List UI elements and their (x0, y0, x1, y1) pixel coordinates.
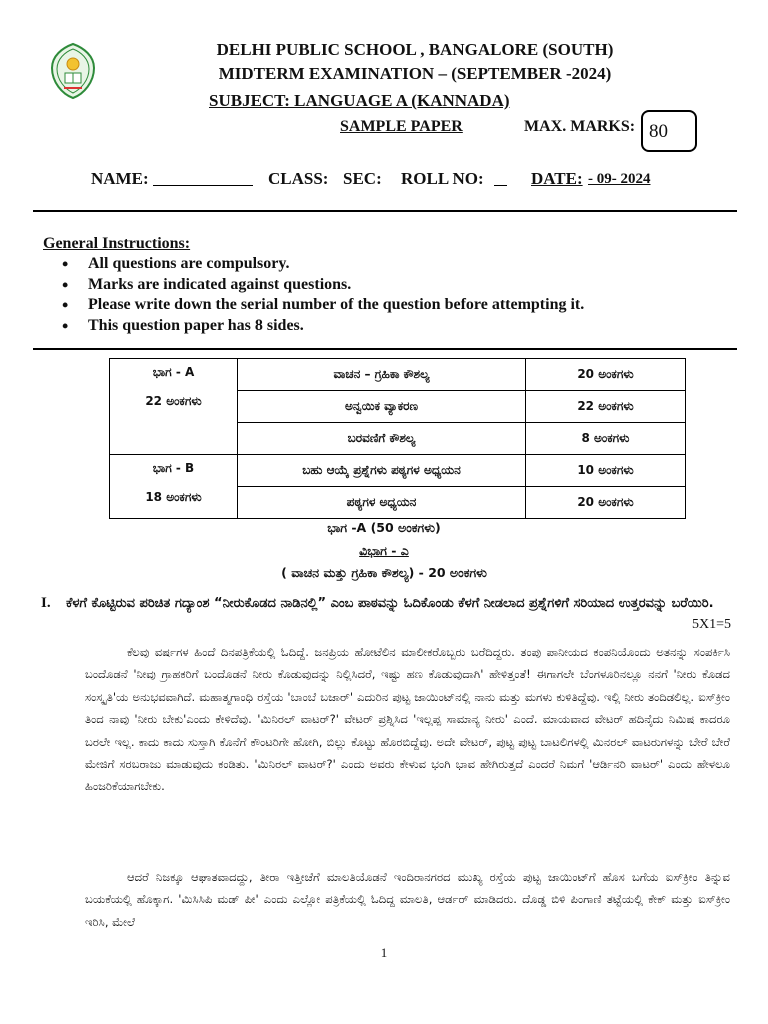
page-number: 1 (380, 945, 388, 960)
class-label: CLASS: (268, 169, 329, 188)
question-text: ಕೆಳಗೆ ಕೊಟ್ಟಿರುವ ಪರಿಚಿತ ಗದ್ಯಾಂಶ “ನೀರುಕೊಡದ ನಾಡಿನಲ್ಲಿ” ಎಂಬ ಪಾಠವನ್ನು ಓದಿಕೊಂಡು ಕೆಳಗೆ ನೀಡಲಾದ ಪ್ರಶ್ನೆಗಳಿಗೆ ಸರಿಯಾದ ಉತ್ತರವನ್ನು ಬರೆಯಿರಿ. (66, 596, 714, 611)
division-heading (0, 543, 768, 559)
part-b-label: ಭಾಗ - B (152, 461, 195, 475)
part-a-marks: 22 ಅಂಕಗಳು (145, 394, 202, 408)
topic-cell: ಅನ್ವಯಿಕ ವ್ಯಾಕರಣ (238, 391, 526, 423)
instruction-item: • Please write down the serial number of the question before attempting it. (62, 295, 584, 316)
passage-paragraph: ಕೆಲವು ವರ್ಷಗಳ ಹಿಂದೆ ದಿನಪತ್ರಿಕೆಯಲ್ಲಿ ಓದಿದ್ದೆ. ಜನಪ್ರಿಯ ಹೋಟೆಲಿನ ಮಾಲೀಕರೊಬ್ಬರು ಬರೆದಿದ್ದರು. ತಂಪು ಪಾನೀಯದ ಕಂಪನಿಯೊಂದು ಅತನನ್ನು ಸಂಪರ್ಕಿಸಿ ಬಂದೊಡನೆ 'ನೀವು ಗ್ರಾಹಕರಿಗೆ ಬಂದೊಡನೆ ನೀರು ಕೊಡುವುದನ್ನು ನಿಲ್ಲಿಸಿದರೆ, ಇಷ್ಟು ಹಣ ಕೊಡುವುದಾಗಿ' ಹೇಳಿತ್ತಂತೆ! ಈಗಾಗಲೇ ಬೆಂಗಳೂರಿನಲ್ಲೂ ನನಗೆ 'ನೀರು ಕೊಡದ ಸಂಸ್ಕೃತಿ'ಯ ಅನುಭವವಾಗಿದೆ. ಮಹಾತ್ಮಗಾಂಧಿ ರಸ್ತೆಯ 'ಬಾಂಬೆ ಬಜಾರ್' ಎದುರಿನ ಪುಟ್ಟ ಜಾಯಿಂಟ್‌ನಲ್ಲಿ ನಾನು ಮತ್ತು ಮಗಳು ಕುಳಿತಿದ್ದೆವು. ಇಲ್ಲಿ ನೀರು ತಂದಿಡಲಿಲ್ಲ. ಐಸ್‌ಕ್ರೀಂ ತಿಂದ ನಾವು 'ನೀರು ಬೇಕು'ಎಂದು ಕೇಳಿದೆವು. 'ಮಿನಿರಲ್ ವಾಟರ್?' ವೇಟರ್ ಪ್ರಶ್ನಿಸಿದ 'ಇಲ್ಲಪ್ಪ ಸಾಮಾನ್ಯ ನೀರು' ಎಂದೆ. ಮಾಯವಾದ ವೇಟರ್ ಹದಿನೈದು ನಿಮಿಷ ಕಾದರೂ ಬರಲೇ ಇಲ್ಲ. ಕಾದು ಕಾದು ಸುಸ್ತಾಗಿ ಕೊನೆಗೆ ಕೌಂಟರಿಗೇ ಹೋಗಿ, ಬಿಲ್ಲು ಕೊಟ್ಟು ಹೊರಬಿದ್ದೆವು. ಅದೇ ವೇಟರ್, ಪುಟ್ಟ ಪುಟ್ಟ ಬಾಟಲಿಗಳಲ್ಲಿ ಮಿನರಲ್ ವಾಟರುಗಳನ್ನು ಬೇರೆ ಬೇರೆ ಮೇಜಿಗೆ ಸರಬರಾಜು ಮಾಡುವುದು ಕಂಡಿತು. 'ಮಿನಿರಲ್ ವಾಟರ್?' ಎಂದು ಅವರು ಕೇಳುವ ಭಂಗಿ ಭಾವ ಹೇಗಿರುತ್ತದೆ ಎಂದರೆ ನಿಮಗೆ 'ಆರ್ಡಿನರಿ ವಾಟರ್' ಎಂದು ಹೇಳಲೂ ಹಿಂಜರಿಕೆಯಾಗಬೇಕು. (85, 645, 730, 794)
marks-cell: 10 ಅಂಕಗಳು (526, 455, 686, 487)
sections-table (109, 358, 686, 519)
instruction-item: • All questions are compulsory. (62, 254, 584, 275)
divider (33, 210, 737, 212)
marks-cell: 22 ಅಂಕಗಳು (526, 391, 686, 423)
topic-cell: ಪಠ್ಯಗಳ ಅಧ್ಯಯನ (238, 487, 526, 519)
marks-cell: 8 ಅಂಕಗಳು (526, 423, 686, 455)
divider (33, 348, 737, 350)
date-value: - 09- 2024 (588, 171, 651, 187)
question-marks: 5X1=5 (691, 617, 731, 632)
marks-cell: 20 ಅಂಕಗಳು (526, 487, 686, 519)
part-a-label: ಭಾಗ - A (152, 365, 195, 379)
passage-paragraph: ಆದರೆ ನಿಜಕ್ಕೂ ಆಘಾತವಾದದ್ದು, ತೀರಾ ಇತ್ತೀಚೆಗೆ ಮಾಲತಿಯೊಡನೆ ಇಂದಿರಾನಗರದ ಮುಖ್ಯ ರಸ್ತೆಯ ಪುಟ್ಟ ಜಾಯಿಂಟ್‌ಗೆ ಹೊಸ ಬಗೆಯ ಐಸ್‌ಕ್ರೀಂ ತಿನ್ನುವ ಬಯಕೆಯಲ್ಲಿ ಹೊಕ್ಕಾಗ. 'ಮಿಸಿಸಿಪಿ ಮಡ್ ಪೀ' ಎಂದು ಎಲ್ಲೋ ಪತ್ರಿಕೆಯಲ್ಲಿ ಓದಿದ್ದ ಮಾಲತಿ, ಆರ್ಡರ್ ಮಾಡಿದರು. ದೊಡ್ಡ ಬಿಳಿ ಪಿಂಗಾಣಿ ತಟ್ಟೆಯಲ್ಲಿ ಕೇಕ್ ಮತ್ತು ಐಸ್‌ಕ್ರೀಂ ಇರಿಸಿ, ಮೇಲೆ (85, 870, 730, 929)
roll-no-blank[interactable] (494, 185, 507, 186)
name-label: NAME: (91, 169, 149, 188)
school-name: DELHI PUBLIC SCHOOL , BANGALORE (SOUTH) (216, 40, 614, 59)
topic-cell: ಬರವಣಿಗೆ ಕೌಶಲ್ಯ (238, 423, 526, 455)
instruction-item: • This question paper has 8 sides. (62, 316, 584, 337)
sec-label: SEC: (343, 169, 382, 188)
marks-cell: 20 ಅಂಕಗಳು (526, 359, 686, 391)
question-number: I. (41, 595, 51, 611)
name-blank[interactable] (153, 185, 253, 186)
max-marks-value: 80 (649, 121, 668, 142)
part-b-marks: 18 ಅಂಕಗಳು (145, 490, 202, 504)
table-row (110, 455, 686, 487)
topic-cell: ವಾಚನ – ಗ್ರಹಿಕಾ ಕೌಶಲ್ಯ (238, 359, 526, 391)
exam-title: MIDTERM EXAMINATION – (SEPTEMBER -2024) (218, 64, 612, 83)
part-a-cell (110, 359, 238, 455)
table-row (110, 359, 686, 391)
part-heading: ಭಾಗ -A (50 ಅಂಕಗಳು) (327, 520, 441, 535)
part-b-cell (110, 455, 238, 519)
instructions-title: General Instructions: (43, 235, 191, 252)
instruction-item: • Marks are indicated against questions. (62, 275, 584, 296)
subject-title: SUBJECT: LANGUAGE A (KANNADA) (209, 91, 510, 110)
topic-cell: ಬಹು ಆಯ್ಕೆ ಪ್ರಶ್ನೆಗಳು ಪಠ್ಯಗಳ ಅಧ್ಯಯನ (238, 455, 526, 487)
section-subtitle: ( ವಾಚನ ಮತ್ತು ಗ್ರಹಿಕಾ ಕೌಶಲ್ಯ) - 20 ಅಂಕಗಳು (281, 565, 487, 580)
max-marks-label: MAX. MARKS: (524, 118, 636, 135)
sample-paper-label: SAMPLE PAPER (340, 118, 463, 135)
max-marks-box (641, 110, 697, 152)
roll-no-label: ROLL NO: (401, 169, 484, 188)
division-heading-text: ವಿಭಾಗ - ಎ (359, 543, 409, 558)
instructions-list (62, 254, 584, 337)
date-label: DATE: (531, 169, 583, 188)
